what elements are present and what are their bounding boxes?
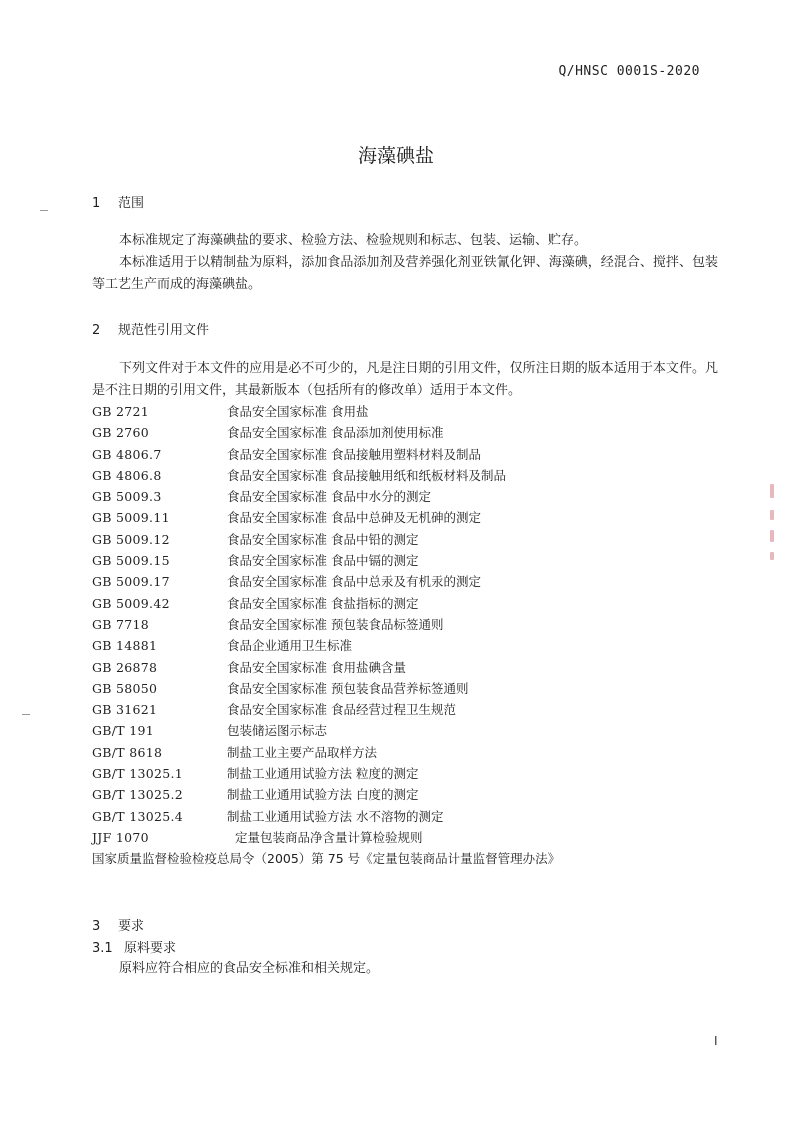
reference-code: GB/T 13025.2 — [92, 787, 183, 803]
reference-item — [92, 678, 732, 699]
section-number: 1 — [92, 196, 101, 211]
reference-item — [92, 635, 732, 656]
scan-mark — [22, 714, 30, 715]
reference-title: 食品安全国家标准 预包装食品标签通则 — [227, 616, 444, 632]
reference-item — [92, 763, 732, 784]
reference-code: JJF 1070 — [92, 829, 149, 845]
reference-title: 食品安全国家标准 预包装食品营养标签通则 — [227, 680, 469, 696]
reference-title: 食品安全国家标准 食品接触用塑料材料及制品 — [227, 446, 481, 462]
seal-fragment — [770, 484, 774, 498]
reference-item — [92, 465, 732, 486]
scan-mark — [40, 210, 48, 211]
reference-item — [92, 593, 732, 614]
reference-title: 制盐工业主要产品取样方法 — [227, 744, 378, 760]
subsection-heading-raw-materials — [92, 937, 176, 956]
reference-title: 食品安全国家标准 食品中总砷及无机砷的测定 — [227, 510, 481, 526]
reference-code: GB/T 191 — [92, 723, 154, 739]
section-number: 3 — [92, 919, 101, 934]
reference-title: 食品安全国家标准 食盐指标的测定 — [227, 595, 419, 611]
reference-item — [92, 401, 732, 422]
reference-title: 食品企业通用卫生标准 — [227, 638, 353, 654]
reference-title: 食品安全国家标准 食品中镉的测定 — [227, 553, 419, 569]
reference-title: 食品安全国家标准 食品添加剂使用标准 — [227, 425, 444, 441]
reference-code: GB 2760 — [92, 425, 150, 441]
reference-code: GB 2721 — [92, 404, 150, 419]
reference-title: 制盐工业通用试验方法 粒度的测定 — [227, 766, 419, 782]
reference-item — [92, 529, 732, 550]
reference-code: GB 5009.12 — [92, 531, 170, 547]
document-code: Q/HNSC 0001S-2020 — [558, 64, 700, 79]
reference-title: 食品安全国家标准 食品中总汞及有机汞的测定 — [227, 574, 481, 590]
reference-title: 食品安全国家标准 食用盐碘含量 — [227, 659, 406, 675]
reference-code: GB 58050 — [92, 680, 158, 696]
reference-item — [92, 657, 732, 678]
reference-code: GB/T 13025.1 — [92, 766, 183, 782]
document-title: 海藻碘盐 — [357, 145, 434, 167]
reference-code: GB 4806.8 — [92, 467, 162, 483]
section-heading-references — [92, 319, 209, 338]
section-number: 2 — [92, 323, 101, 338]
reference-item — [92, 784, 732, 805]
reference-item — [92, 422, 732, 443]
reference-item-decree — [92, 848, 732, 869]
reference-item — [92, 444, 732, 465]
reference-title: 食品安全国家标准 食用盐 — [227, 404, 369, 419]
reference-title: 食品安全国家标准 食品经营过程卫生规范 — [227, 702, 456, 718]
section-title: 规范性引用文件 — [118, 323, 210, 338]
section-heading-scope — [92, 192, 144, 211]
reference-title: 包装储运图示标志 — [227, 723, 328, 739]
reference-item — [92, 571, 732, 592]
reference-title: 制盐工业通用试验方法 水不溶物的测定 — [227, 808, 444, 824]
subsection-number: 3.1 — [92, 941, 113, 956]
reference-item — [92, 806, 732, 827]
reference-list — [92, 401, 732, 870]
seal-fragment — [770, 530, 774, 542]
reference-code: GB 5009.11 — [92, 510, 170, 526]
reference-item — [92, 720, 732, 741]
reference-item — [92, 827, 732, 848]
seal-fragment — [770, 552, 774, 560]
reference-title: 定量包装商品净含量计算检验规则 — [235, 829, 423, 845]
raw-materials-paragraph: 原料应符合相应的食品安全标准和相关规定。 — [119, 961, 380, 976]
reference-decree-text: 国家质量监督检验检疫总局令（2005）第 75 号《定量包装商品计量监督管理办法》 — [92, 851, 561, 867]
section-title: 要求 — [118, 919, 145, 934]
reference-code: GB/T 8618 — [92, 744, 163, 760]
reference-title: 食品安全国家标准 食品接触用纸和纸板材料及制品 — [227, 467, 506, 483]
reference-code: GB 5009.3 — [92, 489, 162, 505]
reference-code: GB 5009.15 — [92, 553, 170, 569]
reference-item — [92, 550, 732, 571]
references-intro: 下列文件对于本文件的应用是必不可少的，凡是注日期的引用文件，仅所注日期的版本适用于本文件。凡是不注日期的引用文件，其最新版本（包括所有的修改单）适用于本文件。 — [92, 361, 718, 398]
reference-item — [92, 614, 732, 635]
seal-fragment — [770, 510, 774, 520]
reference-item — [92, 486, 732, 507]
section-heading-requirements — [92, 915, 144, 934]
reference-code: GB 31621 — [92, 702, 158, 718]
reference-code: GB 7718 — [92, 616, 150, 632]
reference-code: GB 4806.7 — [92, 446, 162, 462]
reference-item — [92, 742, 732, 763]
scope-paragraph-1: 本标准规定了海藻碘盐的要求、检验方法、检验规则和标志、包装、运输、贮存。 — [119, 233, 588, 248]
reference-item — [92, 507, 732, 528]
reference-code: GB 26878 — [92, 659, 158, 675]
page-number: I — [714, 1034, 718, 1048]
subsection-title: 原料要求 — [124, 941, 177, 956]
reference-title: 食品安全国家标准 食品中水分的测定 — [227, 489, 431, 505]
reference-code: GB/T 13025.4 — [92, 808, 183, 824]
reference-item — [92, 699, 732, 720]
reference-code: GB 5009.17 — [92, 574, 170, 590]
reference-code: GB 14881 — [92, 638, 158, 654]
section-title: 范围 — [118, 196, 145, 211]
reference-code: GB 5009.42 — [92, 595, 170, 611]
reference-title: 食品安全国家标准 食品中铅的测定 — [227, 531, 419, 547]
scope-paragraph-2: 本标准适用于以精制盐为原料，添加食品添加剂及营养强化剂亚铁氰化钾、海藻碘，经混合、搅拌、包装等工艺生产而成的海藻碘盐。 — [92, 255, 718, 292]
reference-title: 制盐工业通用试验方法 白度的测定 — [227, 787, 419, 803]
